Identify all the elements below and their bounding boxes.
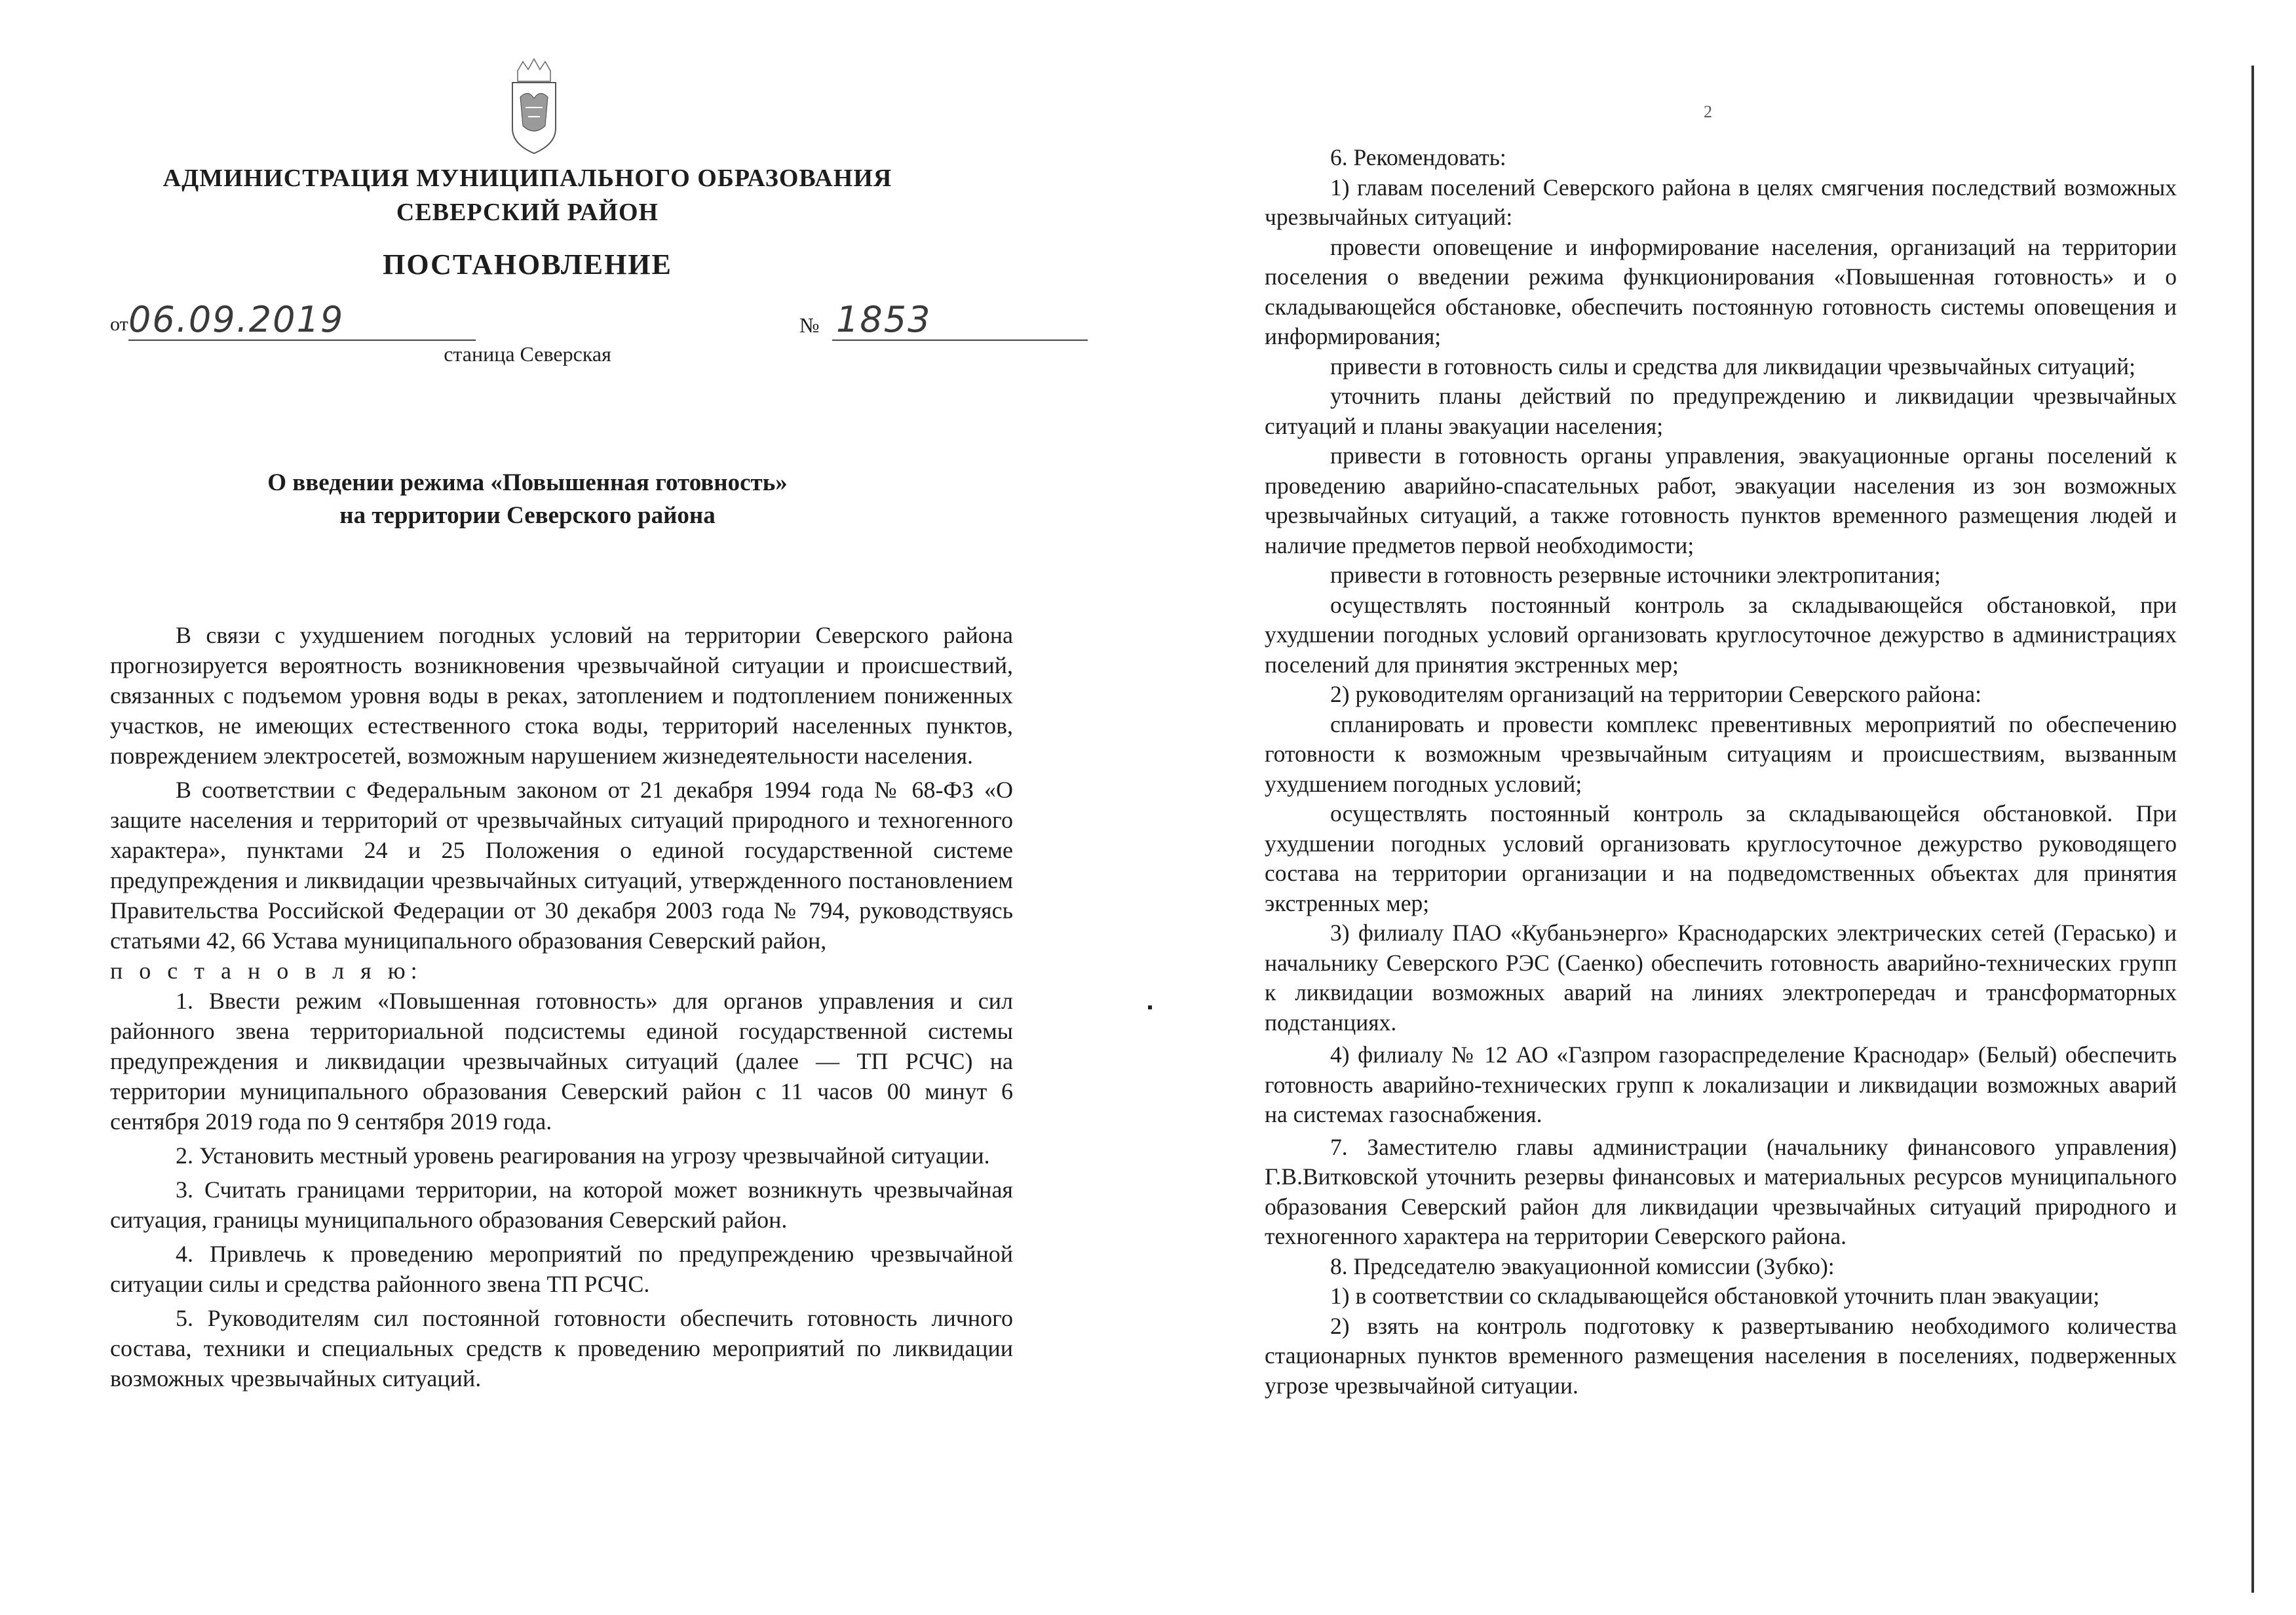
paragraph: спланировать и провести комплекс превентивных мероприятий по обеспечению готовности к возможным чрезвычайным ситуациям и происшествиям, вызванным ухудшением погодных условий; [1265,710,2177,797]
paragraph: провести оповещение и информирование населения, организаций на территории поселения о введении режима функционирования «Повышенная готовность» и о складывающейся обстановке, обеспечить постоянную готовность системы оповещения и информирования; [1265,233,2177,349]
date-prefix: от [110,313,128,335]
document-title-line-2: на территории Северского района [339,502,716,529]
coat-of-arms-emblem [508,58,560,157]
page-two-body [1265,143,2177,1401]
organization-name-line-1: АДМИНИСТРАЦИЯ МУНИЦИПАЛЬНОГО ОБРАЗОВАНИЯ [163,165,892,192]
paragraph: 3) филиалу ПАО «Кубаньэнерго» Краснодарских электрических сетей (Герасько) и начальнику Северского РЭС (Саенко) обеспечить готовность аварийно-технических групп к ликвидации возможных аварий на линиях электропередач и трансформаторных подстанциях. [1265,920,2177,1036]
paragraph: осуществлять постоянный контроль за складывающейся обстановкой. При ухудшении погодных условий организовать круглосуточное дежурство руководящего состава на территории организации и на подведомственных объектах для принятия экстренных мер; [1265,800,2177,916]
resolution-word: п о с т а н о в л я ю: [110,958,423,984]
paragraph: 2. Установить местный уровень реагирования на угрозу чрезвычайной ситуации. [176,1142,990,1169]
paragraph: привести в готовность резервные источники электропитания; [1330,562,1941,588]
paragraph: В соответствии с Федеральным законом от 21 декабря 1994 года № 68-ФЗ «О защите населения и территорий от чрезвычайных ситуаций природного и техногенного характера», пунктами 24 и 25 Положения о единой государственной системе предупреждения и ликвидации чрезвычайных ситуаций, утвержденного постановлением Правительства Российской Федерации от 30 декабря 2003 года № 794, руководствуясь статьями 42, 66 Устава муниципального образования Северский район, [110,777,1013,954]
paragraph: 4. Привлечь к проведению мероприятий по предупреждению чрезвычайной ситуации силы и средства районного звена ТП РСЧС. [110,1241,1013,1297]
document-type: ПОСТАНОВЛЕНИЕ [383,248,672,281]
paragraph: 8. Председателю эвакуационной комиссии (Зубко): [1330,1253,1835,1279]
paragraph: 7. Заместителю главы администрации (начальнику финансового управления) Г.В.Витковской уточнить резервы финансовых и материальных ресурсов муниципального образования Северский район для ликвидации чрезвычайных ситуаций природного и техногенного характера на территории Северского района. [1265,1133,2177,1249]
organization-name [105,161,950,229]
document-title-line-1: О введении режима «Повышенная готовность» [267,469,788,496]
number-sign: № [799,313,820,337]
paragraph: 1) в соответствии со складывающейся обстановкой уточнить план эвакуации; [1330,1283,2100,1309]
scan-speck [1148,1005,1152,1009]
date-underline [128,340,476,341]
document-title [105,467,950,532]
paragraph: 2) руководителям организаций на территории Северского района: [1330,681,1981,707]
number-underline [832,340,1088,341]
page-two [1148,0,2296,1615]
paragraph: 3. Считать границами территории, на которой может возникнуть чрезвычайная ситуация, границы муниципального образования Северский район. [110,1177,1013,1233]
page-one-body [110,620,1013,1393]
paragraph: 1. Ввести режим «Повышенная готовность» для органов управления и сил районного звена территориальной подсистемы единой государственной системы предупреждения и ликвидации чрезвычайных ситуаций (далее — ТП РСЧС) на территории муниципального образования Северский район с 11 часов 00 минут 6 сентября 2019 года по 9 сентября 2019 года. [110,988,1013,1135]
paragraph: осуществлять постоянный контроль за складывающейся обстановкой, при ухудшении погодных условий организовать круглосуточное дежурство в администрациях поселений для принятия экстренных мер; [1265,591,2177,678]
place-name: станица Северская [444,342,611,366]
paragraph: 2) взять на контроль подготовку к развертыванию необходимого количества стационарных пунктов временного размещения населения в поселениях, подверженных угрозе чрезвычайной ситуации. [1265,1312,2177,1399]
paragraph: привести в готовность органы управления, эвакуационные органы поселений к проведению аварийно-спасательных работ, эвакуации населения из зон возможных чрезвычайных ситуаций, а также готовность пунктов временного размещения людей и наличие предметов первой необходимости; [1265,442,2177,558]
handwritten-number: 1853 [836,299,932,340]
handwritten-date: 06.09.2019 [128,299,345,340]
paragraph: 4) филиалу № 12 АО «Газпром газораспределение Краснодар» (Белый) обеспечить готовность аварийно-технических групп к локализации и ликвидации возможных аварий на системах газоснабжения. [1265,1041,2177,1127]
paragraph: 5. Руководителям сил постоянной готовности обеспечить готовность личного состава, техники и специальных средств к проведению мероприятий по ликвидации возможных чрезвычайных ситуаций. [110,1305,1013,1391]
paragraph: В связи с ухудшением погодных условий на территории Северского района прогнозируется вероятность возникновения чрезвычайной ситуации и происшествий, связанных с подъемом уровня воды в реках, затоплением и подтоплением пониженных участков, не имеющих естественного стока воды, территорий населенных пунктов, повреждением электросетей, возможным нарушением жизнедеятельности населения. [110,622,1013,769]
paragraph: уточнить планы действий по предупреждению и ликвидации чрезвычайных ситуаций и планы эвакуации населения; [1265,383,2177,439]
organization-name-line-2: СЕВЕРСКИЙ РАЙОН [396,199,659,226]
page-number: 2 [1704,102,1712,121]
paragraph: 1) главам поселений Северского района в целях смягчения последствий возможных чрезвычайных ситуаций: [1265,174,2177,230]
scan-edge-line [2251,66,2254,1593]
paragraph: привести в готовность силы и средства для ликвидации чрезвычайных ситуаций; [1330,353,2135,379]
paragraph: 6. Рекомендовать: [1330,144,1506,170]
